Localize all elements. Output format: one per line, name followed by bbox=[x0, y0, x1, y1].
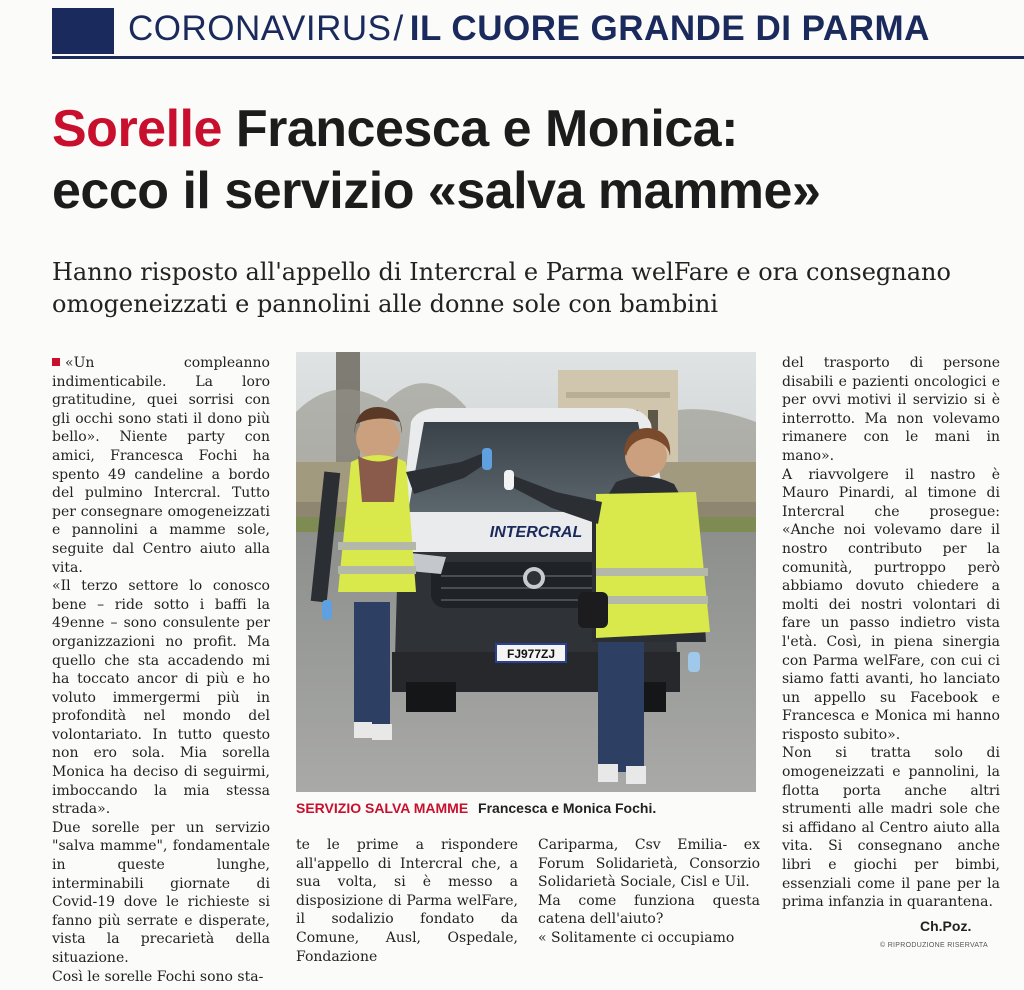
header-color-block bbox=[52, 8, 114, 54]
paragraph: Non si tratta solo di omogeneizzati e pannolini, la flotta porta anche altri strumenti alle madri sole che si affidano al Centro aiuto alla vita. Si consegnano anche libri e giochi per bimbi, essenziali come il pane per la prima infanzia in quarantena. bbox=[782, 745, 1000, 911]
section-name: CORONAVIRUS bbox=[128, 9, 392, 48]
section-header bbox=[128, 6, 930, 52]
headline-line1: Francesca e Monica: bbox=[235, 100, 738, 158]
author-signature: Ch.Poz. bbox=[920, 918, 972, 934]
section-slash: / bbox=[393, 9, 404, 48]
article-column-3 bbox=[538, 836, 760, 948]
paragraph: del trasporto di persone disabili e pazienti oncologici e per ovvi motivi il servizio si è interrotto. Ma non volevamo rimanere con le mani in mano». bbox=[782, 355, 1000, 464]
header-rule bbox=[52, 56, 1024, 59]
section-title: IL CUORE GRANDE DI PARMA bbox=[409, 9, 930, 48]
article-column-4 bbox=[782, 354, 1000, 912]
red-square-bullet bbox=[52, 358, 60, 366]
headline-line2: ecco il servizio «salva mamme» bbox=[52, 162, 821, 220]
headline-kicker: Sorelle bbox=[52, 100, 222, 158]
license-plate: FJ977ZJ bbox=[506, 647, 556, 661]
subheadline: Hanno risposto all'appello di Intercral e Parma welFare e ora consegnano omogeneizzati e pannolini alle donne sole con bambini bbox=[52, 258, 951, 318]
paragraph: «Un compleanno indimenticabile. La loro gratitudine, quei sorrisi con gli occhi sono stati il dono più bello». Niente party con amici, Francesca Fochi ha spento 49 candeline a bordo del pulmino Intercral. Tutto per consegnare omogeneizzati e pannolini a mamme sole, seguite dal Centro aiuto alla vita. bbox=[52, 355, 270, 576]
paragraph: Così le sorelle Fochi sono sta- bbox=[52, 968, 264, 985]
caption-label: SERVIZIO SALVA MAMME bbox=[296, 800, 469, 816]
paragraph: «Il terzo settore lo conosco bene – ride sotto i baffi la 49enne – sono consulente per organizzazioni no profit. Ma quello che sta accadendo mi ha toccato ancor di più e ho voluto immergermi più in profondità nel mondo del volontariato. In tutto questo non ero sola. Mia sorella Monica ha deciso di seguirmi, imboccando la mia stessa strada». bbox=[52, 578, 270, 818]
article-column-1 bbox=[52, 354, 270, 986]
paragraph: Due sorelle per un servizio "salva mamme", fondamentale in queste lunghe, interminabili giornate di Covid-19 dove le richieste si fanno più serrate e disperate, vista la precarietà della situazione. bbox=[52, 819, 270, 966]
van-logo-text: INTERCRAL bbox=[489, 524, 583, 541]
paragraph: Ma come funziona questa catena dell'aiuto? bbox=[538, 892, 760, 928]
caption-text: Francesca e Monica Fochi. bbox=[478, 800, 657, 816]
paragraph: A riavvolgere il nastro è Mauro Pinardi, al timone di Intercral che prosegue: «Anche noi volevamo dare il nostro contributo per la comunità, purtroppo però abbiamo dovuto chiedere a molti dei nostri volontari di fare un passo indietro vista l'età. Così, in piena sinergia con Parma welFare, con cui ci siamo fatti avanti, ho lanciato un appello su Facebook e Francesca e Monica mi hanno risposto subito». bbox=[782, 466, 1000, 743]
photo-caption bbox=[296, 800, 766, 816]
paragraph: « Solitamente ci occupiamo bbox=[538, 929, 735, 946]
paragraph: Cariparma, Csv Emilia- ex Forum Solidarietà, Consorzio Solidarietà Sociale, Cisl e Uil. bbox=[538, 837, 760, 891]
paragraph: te le prime a rispondere all'appello di Intercral che, a sua volta, si è messo a disposizione di Parma welFare, il sodalizio fondato da Comune, Ausl, Ospedale, Fondazione bbox=[296, 837, 518, 965]
article-column-2 bbox=[296, 836, 518, 966]
copyright-notice: © RIPRODUZIONE RISERVATA bbox=[880, 942, 988, 949]
article-photo bbox=[296, 352, 756, 792]
headline bbox=[52, 98, 1012, 222]
